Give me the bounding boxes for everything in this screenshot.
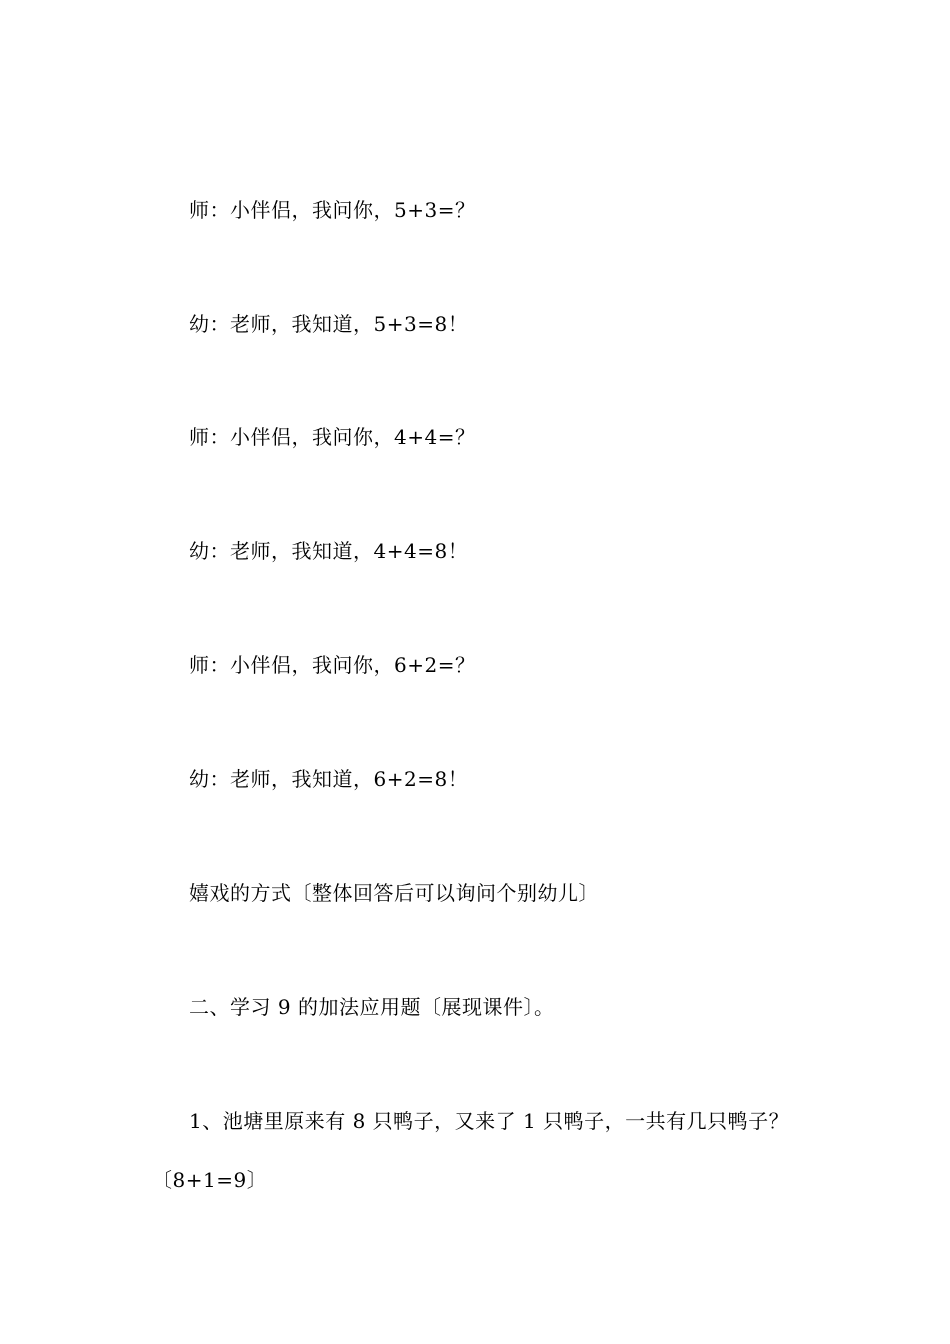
- child-answer-1: 幼：老师，我知道，5+3=8！: [189, 312, 469, 336]
- game-method-note: 嬉戏的方式〔整体回答后可以询问个别幼儿〕: [189, 881, 599, 905]
- word-problem-1-answer: 〔8+1=9〕: [152, 1168, 268, 1192]
- child-answer-3: 幼：老师，我知道，6+2=8！: [189, 767, 469, 791]
- teacher-question-1: 师：小伴侣，我问你，5+3=？: [189, 198, 476, 222]
- section-heading-2: 二、学习 9 的加法应用题〔展现课件〕。: [189, 995, 555, 1019]
- teacher-question-3: 师：小伴侣，我问你，6+2=？: [189, 653, 476, 677]
- teacher-question-2: 师：小伴侣，我问你，4+4=？: [189, 425, 476, 449]
- word-problem-1: 1、池塘里原来有 8 只鸭子，又来了 1 只鸭子，一共有几只鸭子？: [189, 1109, 790, 1133]
- child-answer-2: 幼：老师，我知道，4+4=8！: [189, 539, 469, 563]
